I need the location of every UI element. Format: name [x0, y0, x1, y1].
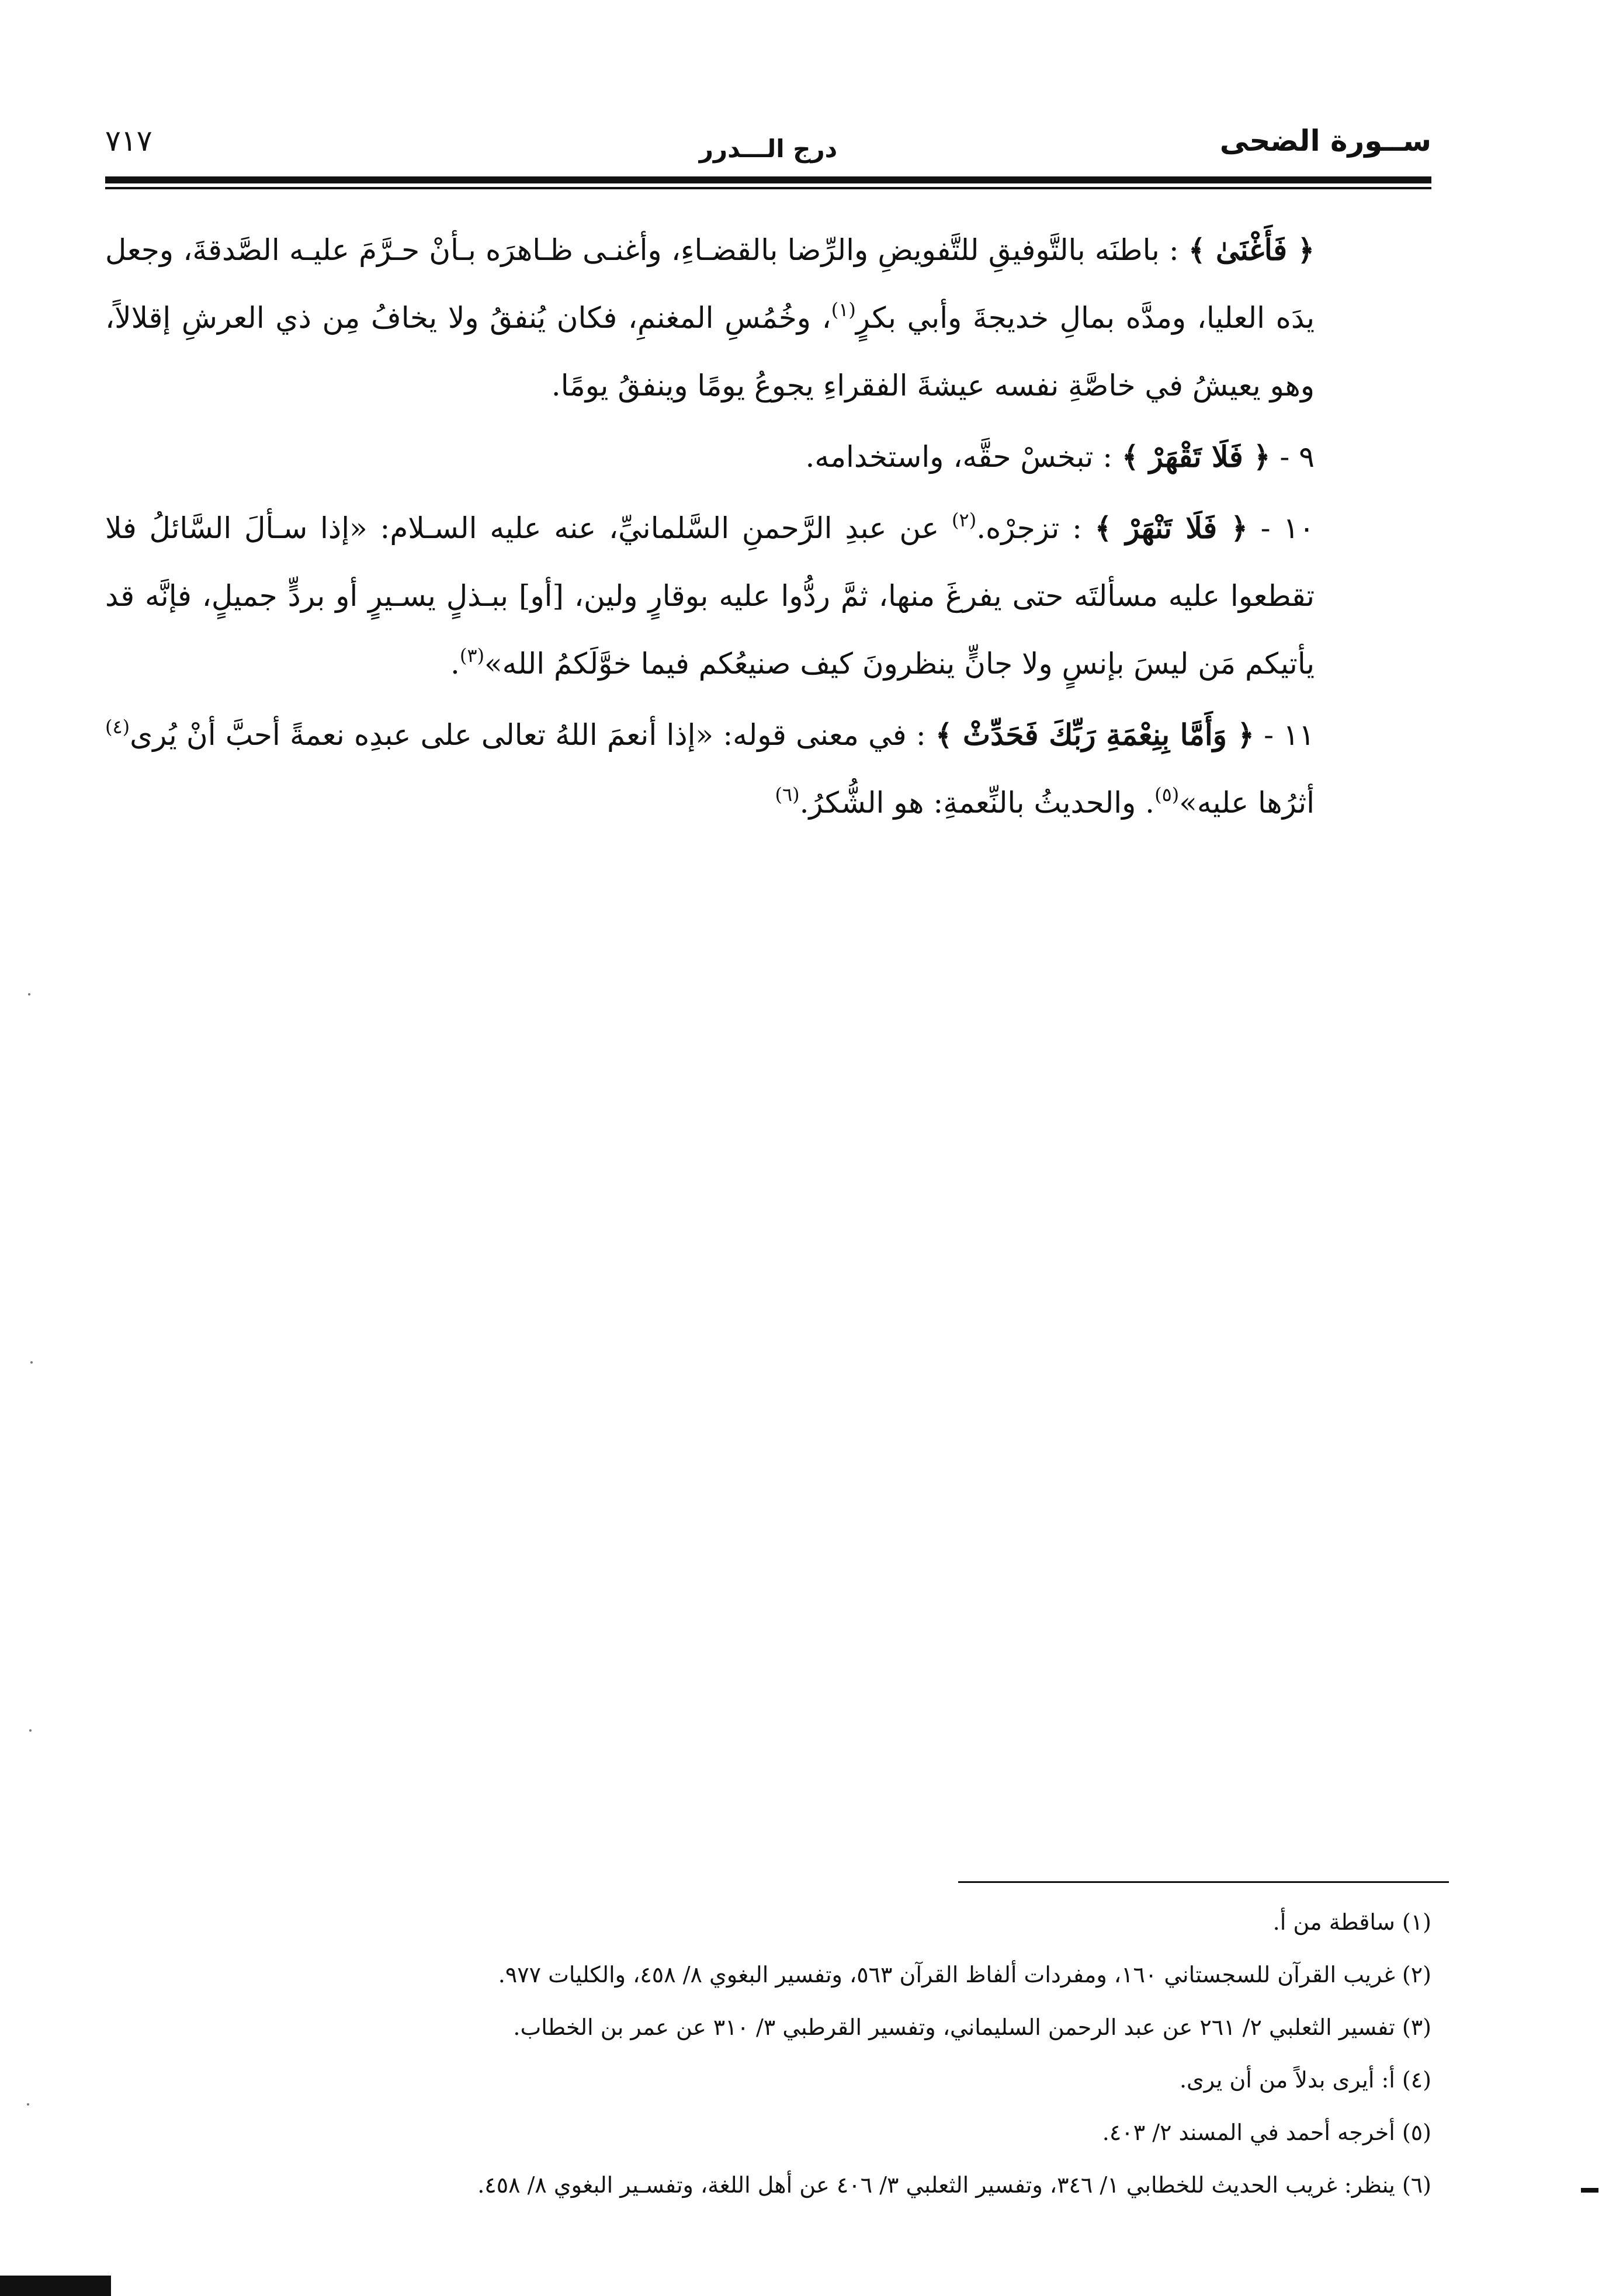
- scan-speck: [29, 1729, 32, 1732]
- footnote-ref: (٦): [775, 783, 800, 806]
- book-title: درج الـــدرر: [699, 134, 838, 163]
- footnote-ref: (٥): [1154, 783, 1180, 806]
- header-rule-thick: [105, 176, 1431, 183]
- commentary-text: عن عبدِ الرَّحمنِ السَّلمانيِّ، عنه عليه السـلام: «إذا سـألَ السَّائلُ فلا تقطعوا عليه مسألتَه حتى يفرغَ منها، ثمَّ ردُّوا عليه بوقارٍ ولين، [أو] ببـذلٍ يسـيرٍ أو بردٍّ جميلٍ، فإنَّه قد يأتيكم مَن ليسَ بإنسٍ ولا جانٍّ ينظرونَ كيف صنيعُكم فيما خوَّلَكمُ الله»: [105, 511, 1315, 681]
- quran-verse: ﴿ فَلَا تَنْهَرْ ﴾: [1094, 511, 1248, 545]
- commentary-text: ، وخُمُسِ المغنمِ، فكان يُنفقُ ولا يخافُ مِن ذي العرشِ إقلالاً، وهو يعيشُ في خاصَّةِ نفسه عيشةَ الفقراءِ يجوعُ يومًا وينفقُ يومًا.: [105, 301, 1315, 403]
- footnote: (٦) ينظر: غريب الحديث للخطابي ١/ ٣٤٦، وتفسير الثعلبي ٣/ ٤٠٦ عن أهل اللغة، وتفسـير البغوي ٨/ ٤٥٨.: [477, 2172, 1431, 2198]
- footnote: (٣) تفسير الثعلبي ٢/ ٢٦١ عن عبد الرحمن السليماني، وتفسير القرطبي ٣/ ٣١٠ عن عمر بن الخطاب.: [513, 2014, 1431, 2040]
- footnote-ref: (١): [831, 299, 856, 321]
- quran-verse: ﴿ فَأَغْنَىٰ ﴾: [1188, 233, 1315, 267]
- verse-number: ١٠ -: [1247, 511, 1315, 545]
- scan-speck: [28, 993, 30, 996]
- footnote-ref: (٤): [105, 716, 130, 738]
- page-header: [105, 117, 1431, 181]
- page-number: ٧١٧: [105, 124, 152, 158]
- surah-title: ســورة الضحى: [1219, 124, 1431, 158]
- paragraph-verse-9: [105, 423, 1431, 491]
- quran-verse: ﴿ وَأَمَّا بِنِعْمَةِ رَبِّكَ فَحَدِّثْ ﴾: [935, 717, 1254, 752]
- verse-number: ١١ -: [1254, 718, 1315, 752]
- commentary-text: : تبخسْ حقَّه، واستخدامه.: [805, 440, 1122, 474]
- scan-edge-mark: [0, 2276, 111, 2296]
- scan-speck: [27, 2103, 29, 2106]
- footnote-ref: (٢): [952, 509, 977, 531]
- paragraph-verse-11: [105, 701, 1431, 837]
- footnote: (٥) أخرجه أحمد في المسند ٢/ ٤٠٣.: [1102, 2120, 1431, 2145]
- header-rule-thin: [105, 187, 1431, 189]
- footnote: (١) ساقطة من أ.: [1272, 1909, 1431, 1935]
- footnote-ref: (٣): [459, 644, 485, 667]
- paragraph-fa-aghna: [105, 216, 1431, 419]
- commentary-text: : باطنَه بالتَّوفيقِ للتَّفويضِ والرِّضا بالقضـاءِ، وأغنـى ظـاهرَه بـأنْ حـرَّمَ عليـه الصَّدقةَ، وجعل يدَه العليا، ومدَّه بمالِ خديجةَ وأبي بكرٍ: [105, 233, 1315, 335]
- margin-mark: [1581, 2188, 1598, 2193]
- paragraph-verse-10: [105, 494, 1431, 698]
- verse-number: ٩ -: [1270, 440, 1315, 474]
- quran-verse: ﴿ فَلَا تَقْهَرْ ﴾: [1122, 439, 1271, 474]
- footnote-separator: [958, 1881, 1449, 1883]
- scan-speck: [30, 1361, 33, 1364]
- commentary-text: . والحديثُ بالنِّعمةِ: هو الشُّكرُ.: [799, 786, 1155, 820]
- commentary-text: .: [450, 647, 460, 681]
- footnotes: [105, 1896, 1431, 2211]
- commentary-text: أثرُها عليه»: [1179, 786, 1315, 820]
- commentary-text: : في معنى قوله: «إذا أنعمَ اللهُ تعالى على عبدِه نعمةً أحبَّ أنْ يُرى: [130, 718, 935, 752]
- commentary-text: : تزجرْه.: [976, 511, 1095, 545]
- footnote: (٤) أ: أيرى بدلاً من أن يرى.: [1179, 2067, 1431, 2093]
- main-text: [105, 216, 1431, 840]
- footnote: (٢) غريب القرآن للسجستاني ١٦٠، ومفردات ألفاظ القرآن ٥٦٣، وتفسير البغوي ٨/ ٤٥٨، والكليات ٩٧٧.: [498, 1962, 1431, 1988]
